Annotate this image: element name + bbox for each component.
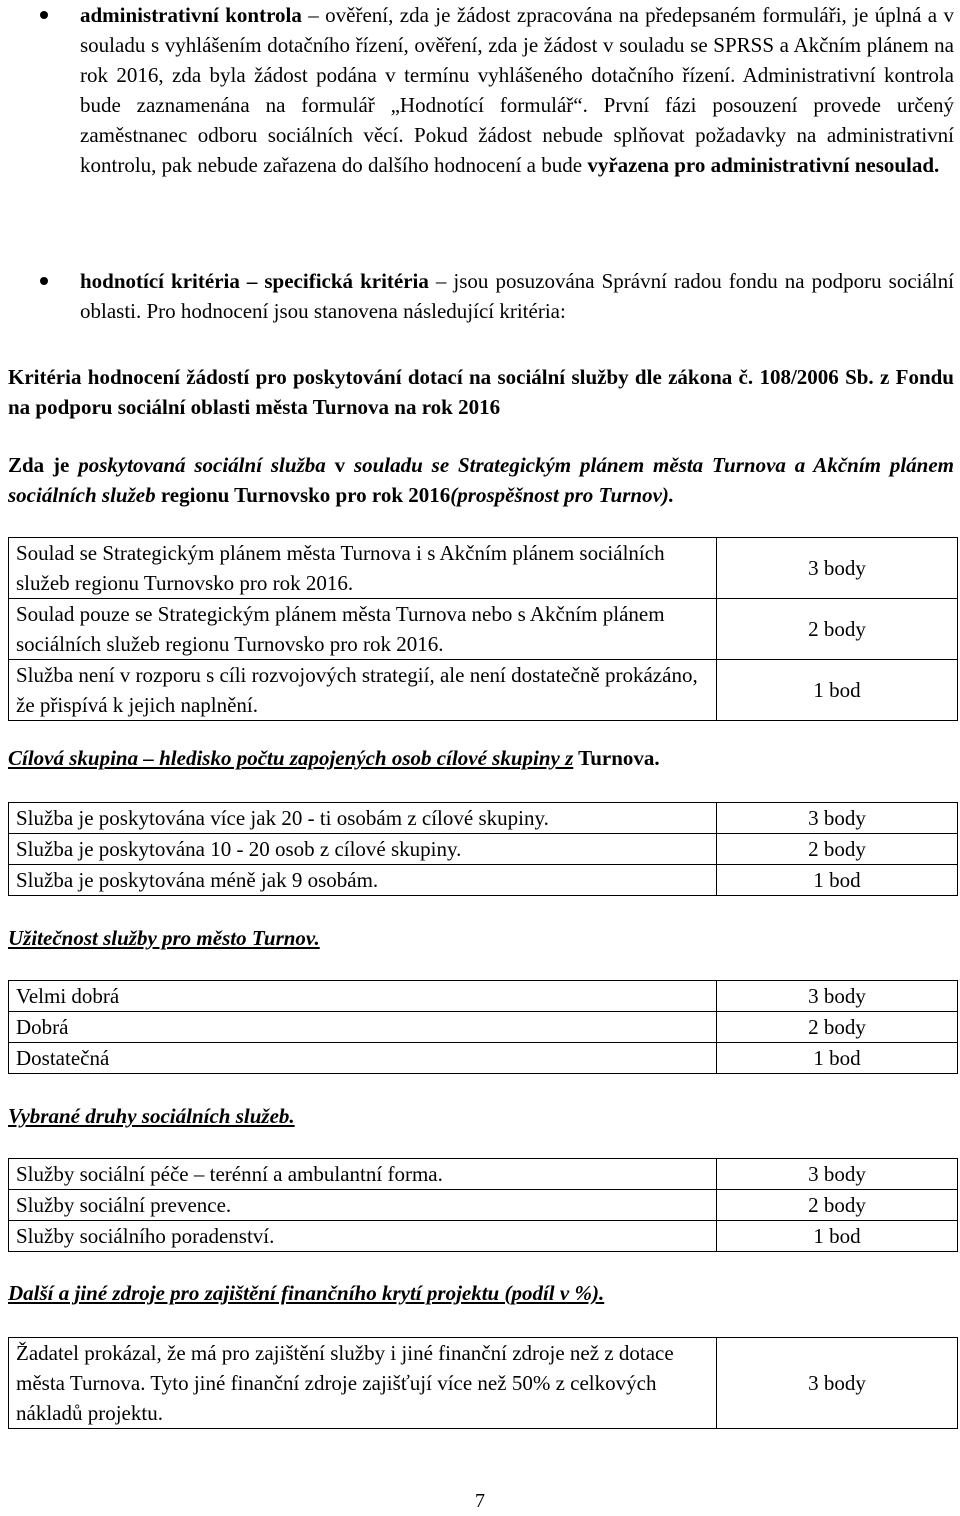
- criterion-desc: Soulad se Strategickým plánem města Turnova i s Akčním plánem sociálních služeb regionu Turnovsko pro rok 2016.: [9, 538, 717, 599]
- heading-part: v: [325, 453, 354, 477]
- section-heading-strategy: [8, 450, 954, 510]
- criterion-desc: Dobrá: [9, 1012, 717, 1043]
- heading-part: souladu se Strategickým plánem města Turnova a Akčním plánem sociálních služeb: [8, 453, 954, 507]
- criterion-desc: Služba je poskytována 10 - 20 osob z cílové skupiny.: [9, 834, 717, 865]
- criterion-points: 3 body: [717, 538, 958, 599]
- bullet-dot-icon: [40, 11, 48, 19]
- bullet-admin-control: [0, 0, 960, 180]
- criterion-points: 1 bod: [717, 660, 958, 721]
- criterion-desc: Služby sociálního poradenství.: [9, 1221, 717, 1252]
- criterion-desc: Služba je poskytována více jak 20 - ti osobám z cílové skupiny.: [9, 803, 717, 834]
- criterion-desc: Služby sociální prevence.: [9, 1190, 717, 1221]
- bullet-term-tail: vyřazena pro administrativní nesoulad.: [587, 153, 940, 177]
- bullet-term: administrativní kontrola: [80, 3, 302, 27]
- bullet-dot-icon: [40, 277, 48, 285]
- main-heading-text: Kritéria hodnocení žádostí pro poskytování dotací na sociální služby dle zákona č. 108/2006 Sb. z Fondu na podporu sociální oblasti města Turnova na rok 2016: [8, 365, 954, 419]
- criterion-points: 1 bod: [717, 1043, 958, 1074]
- section-heading-other-sources: [8, 1278, 954, 1308]
- criterion-points: 2 body: [717, 834, 958, 865]
- criterion-points: 1 bod: [717, 865, 958, 896]
- page-number: 7: [475, 1490, 485, 1512]
- table-row: [9, 1190, 958, 1221]
- criteria-table-service-types: [8, 1158, 958, 1252]
- criterion-points: 3 body: [717, 981, 958, 1012]
- criterion-desc: Soulad pouze se Strategickým plánem města Turnova nebo s Akčním plánem sociálních služeb regionu Turnovsko pro rok 2016.: [9, 599, 717, 660]
- heading-part: Zda je: [8, 453, 79, 477]
- table-row: [9, 599, 958, 660]
- criterion-desc: Služba je poskytována méně jak 9 osobám.: [9, 865, 717, 896]
- criterion-points: 3 body: [717, 1159, 958, 1190]
- table-row: [9, 865, 958, 896]
- criterion-desc: Dostatečná: [9, 1043, 717, 1074]
- heading-part: (prospěšnost pro Turnov).: [450, 483, 675, 507]
- criterion-points: 3 body: [717, 1338, 958, 1429]
- bullet-term: hodnotící kritéria – specifická kritéria: [80, 269, 429, 293]
- criterion-points: 2 body: [717, 1190, 958, 1221]
- table-row: [9, 1159, 958, 1190]
- heading-part: Vybrané druhy sociálních služeb.: [8, 1104, 295, 1128]
- bullet-text: – ověření, zda je žádost zpracována na předepsaném formuláři, je úplná a v souladu s vyhlášením dotačního řízení, ověření, zda je žádost v souladu se SPRSS a Akčním plánem na rok 2016, zda byla žádost podána v termínu vyhlášeného dotačního řízení. Administrativní kontrola bude zaznamenána na formulář „Hodnotící formulář“. První fázi posouzení provede určený zaměstnanec odboru sociálních věcí. Pokud žádost nebude splňovat požadavky na administrativní kontrolu, pak nebude zařazena do dalšího hodnocení a bude: [80, 3, 954, 177]
- heading-part: Užitečnost služby pro město Turnov.: [8, 926, 320, 950]
- section-heading-usefulness: [8, 923, 954, 953]
- section-heading-service-types: [8, 1101, 954, 1131]
- criteria-table-other-sources: [8, 1337, 958, 1429]
- criterion-desc: Služba není v rozporu s cíli rozvojových strategií, ale není dostatečně prokázáno, že přispívá k jejich naplnění.: [9, 660, 717, 721]
- criterion-points: 3 body: [717, 803, 958, 834]
- criteria-table-target-group: [8, 802, 958, 896]
- section-heading-target-group: [8, 743, 954, 773]
- table-row: [9, 981, 958, 1012]
- heading-part: poskytovaná sociální služba: [78, 453, 326, 477]
- table-row: [9, 803, 958, 834]
- criterion-desc: Velmi dobrá: [9, 981, 717, 1012]
- criteria-table-strategy: [8, 537, 958, 721]
- criterion-points: 1 bod: [717, 1221, 958, 1252]
- table-row: [9, 1043, 958, 1074]
- table-row: [9, 1012, 958, 1043]
- criterion-desc: Služby sociální péče – terénní a ambulantní forma.: [9, 1159, 717, 1190]
- table-row: [9, 538, 958, 599]
- heading-part: regionu Turnovsko pro rok 2016: [155, 483, 451, 507]
- criterion-desc: Žadatel prokázal, že má pro zajištění služby i jiné finanční zdroje než z dotace města Turnova. Tyto jiné finanční zdroje zajišťují více než 50% z celkových nákladů projektu.: [9, 1338, 717, 1429]
- bullet-text: – jsou posuzována Správní radou fondu na podporu sociální oblasti. Pro hodnocení jsou stanovena následující kritéria:: [80, 269, 954, 323]
- heading-part: Cílová skupina – hledisko počtu zapojených osob cílové skupiny z: [8, 746, 574, 770]
- main-heading: [8, 362, 954, 422]
- bullet-evaluation-criteria: [0, 266, 960, 326]
- heading-part: Další a jiné zdroje pro zajištění finančního krytí projektu (podíl v %).: [8, 1281, 605, 1305]
- criteria-table-usefulness: [8, 980, 958, 1074]
- table-row: [9, 1221, 958, 1252]
- table-row: [9, 834, 958, 865]
- criterion-points: 2 body: [717, 1012, 958, 1043]
- criterion-points: 2 body: [717, 599, 958, 660]
- table-row: [9, 660, 958, 721]
- table-row: [9, 1338, 958, 1429]
- heading-part: Turnova.: [573, 746, 660, 770]
